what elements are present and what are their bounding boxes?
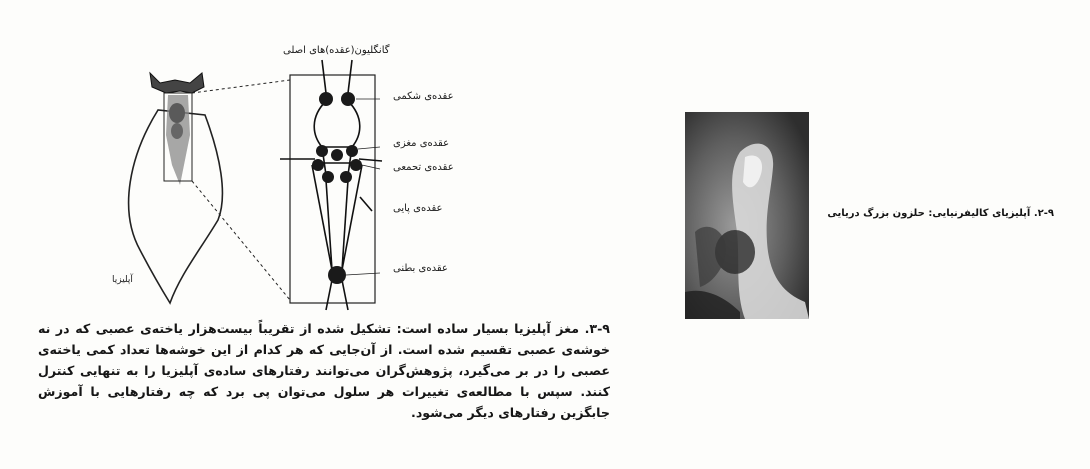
ganglion-buccal-left xyxy=(312,159,324,171)
ganglion-abdominal-right xyxy=(341,92,355,106)
label-abdominal-ganglion: عقده‌ی شکمی xyxy=(393,91,454,102)
label-pedal-ganglion: عقده‌ی پایی xyxy=(393,203,443,214)
aplysia-photo xyxy=(685,112,809,319)
aplysia-photo-image xyxy=(685,112,809,319)
ganglion-cerebral-left xyxy=(316,145,328,157)
label-aplysia: آپلیزیا xyxy=(112,275,133,285)
ganglion-cerebral-right xyxy=(346,145,358,157)
ganglion-visceral xyxy=(328,266,346,284)
figure-caption-left-text: مغز آپلیزیا بسیار ساده است: تشکیل شده از تقریباً بیست‌هزار یاخته‌ی عصبی که در نه خوشه‌ی عصبی تقسیم شده است. از آن‌جایی که هر کدام از این خوشه‌ها تعداد کمی یاخته‌ی عصبی را در بر می‌گیرد، پژوهش‌گران می‌توانند رفتارهای ساده‌ی آپلیزیا را به تنهایی کنترل کنند. سپس با مطالعه‌ی تغییرات هر سلول می‌توان پی برد که چه رفتارهایی با آموزش جابگزین رفتارهای دیگر می‌شود. xyxy=(38,321,610,420)
label-ganglion-main: گانگلیون(عقده)های اصلی xyxy=(283,45,390,56)
ganglion-cerebral-center xyxy=(331,149,343,161)
ganglion-abdominal-left xyxy=(319,92,333,106)
aplysia-diagram xyxy=(100,35,520,315)
label-visceral-ganglion: عقده‌ی بطنی xyxy=(393,263,448,274)
aplysia-ganglion-blob xyxy=(169,103,185,123)
aplysia-head xyxy=(150,73,204,93)
figure-number-left: ۳-۹. xyxy=(584,321,610,336)
ganglion-pedal-left xyxy=(322,171,334,183)
aplysia-nervous-system-figure xyxy=(100,35,520,315)
figure-caption-right-text: آپلیزیای کالیفرنیایی: حلزون بزرگ دریایی xyxy=(827,208,1031,219)
figure-caption-left xyxy=(38,318,610,423)
label-cerebral-ganglion: عقده‌ی مغزی xyxy=(393,138,450,149)
figure-number-right: ۲-۹. xyxy=(1033,208,1054,219)
ganglion-buccal-right xyxy=(350,159,362,171)
figure-caption-right xyxy=(827,208,1054,219)
ganglion-pedal-right xyxy=(340,171,352,183)
label-buccal-ganglion: عقده‌ی تحمعی xyxy=(393,162,454,173)
